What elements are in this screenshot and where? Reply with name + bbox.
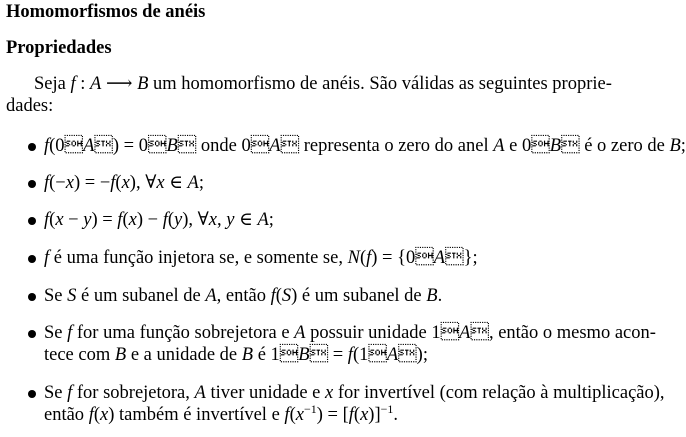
- property-line: Se f for sobrejetora, A tiver unidade e x for invertível (com relação à multiplicação),: [44, 383, 665, 403]
- intro-paragraph: [6, 73, 668, 117]
- property-line: Se f for uma função sobrejetora e A possuir unidade 1A, então o mesmo acon-: [44, 323, 656, 343]
- property-line: f(−x) = −f(x), ∀x ∈ A;: [44, 173, 204, 193]
- bullet-icon: [28, 143, 36, 151]
- property-line: Se S é um subanel de A, então f(S) é um subanel de B.: [44, 286, 443, 306]
- property-line: f é uma função injetora se, e somente se, N(f) = {0A};: [44, 248, 478, 268]
- property-line: f(0A) = 0B onde 0A representa o zero do anel A e 0B é o zero de B;: [44, 136, 686, 156]
- intro-line: dades:: [6, 96, 54, 116]
- property-line: tece com B e a unidade de B é 1B = f(1A);: [44, 345, 428, 365]
- bullet-icon: [28, 180, 36, 188]
- subsection-title: Propriedades: [6, 38, 112, 58]
- section-title: Homomorfismos de anéis: [6, 2, 206, 22]
- bullet-icon: [28, 330, 36, 338]
- bullet-icon: [28, 255, 36, 263]
- property-line: f(x − y) = f(x) − f(y), ∀x, y ∈ A;: [44, 210, 274, 230]
- intro-line: Seja f : A ⟶ B um homomorfismo de anéis. São válidas as seguintes proprie-: [34, 74, 612, 94]
- bullet-icon: [28, 390, 36, 398]
- bullet-icon: [28, 217, 36, 225]
- property-line: então f(x) também é invertível e $f(x^{-1}) = [f(x)]^{-1}$.: [44, 402, 399, 425]
- bullet-icon: [28, 293, 36, 301]
